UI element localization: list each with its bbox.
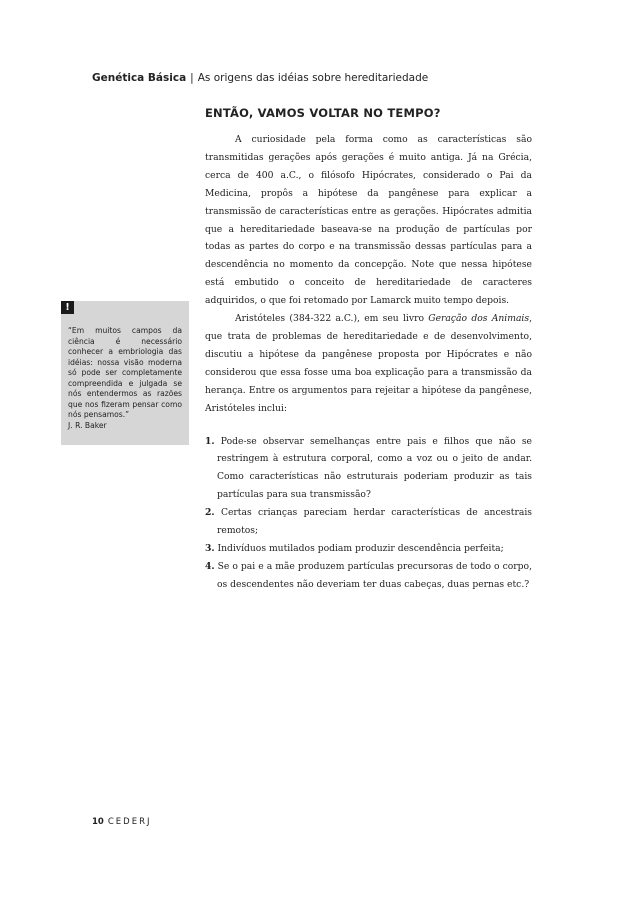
list-item-number: 4. — [205, 560, 215, 572]
section-title: ENTÃO, VAMOS VOLTAR NO TEMPO? — [205, 106, 441, 120]
list-item — [205, 540, 532, 558]
list-item-number: 2. — [205, 507, 215, 519]
book-reference: Geração dos Animais — [428, 313, 530, 325]
list-item — [205, 433, 532, 505]
sidebar-quote-author: J. R. Baker — [68, 421, 107, 430]
paragraph-1: A curiosidade pela forma como as características são transmitidas gerações após gerações é muito antiga. Já na Grécia, cerca de 400 a.C., o filósofo Hipócrates, considerado o Pai da Medicina, propôs a hipótese da pangênese para explicar a transmissão de características entre as gerações. Hipócrates admitia que a hereditariedade baseava-se na produção de partículas por todas as partes do corpo e na transmissão dessas partículas para a descendência no momento da concepção. Note que nessa hipótese está embutido o conceito de hereditariedade de caracteres adquiridos, o que foi retomado por Lamarck muito tempo depois. — [205, 134, 532, 307]
section-body — [205, 131, 532, 594]
sidebar-quote-text: “Em muitos campos da ciência é necessário conhecer a embriologia das idéias: nossa visão moderna só pode ser completamente compreendida e julgada se nós entendermos as razões que nos fizeram pensar como nós pensamos.” — [68, 326, 182, 419]
list-item-number: 1. — [205, 435, 215, 447]
paragraph-2-end: , que trata de problemas de hereditariedade e de desenvolvimento, discutiu a hipótese da pangênese proposta por Hipócrates e não considerou que essa fosse uma boa explicação para a transmissão da herança. Entre os argumentos para rejeitar a hipótese da pangênese, Aristóteles inclui: — [205, 313, 532, 414]
running-header — [92, 72, 428, 84]
list-item — [205, 558, 532, 594]
chapter-title: As origens das idéias sobre hereditariedade — [197, 72, 429, 84]
header-separator: | — [190, 72, 194, 84]
sidebar-quote-box — [61, 301, 189, 445]
list-item-text: Pode-se observar semelhanças entre pais e filhos que não se restringem à estrutura corporal, como a voz ou o jeito de andar. Como características não estruturais poderiam produzir as tais partículas para sua transmissão? — [217, 435, 532, 501]
institution-name: CEDERJ — [107, 817, 152, 827]
paragraph-2-start: Aristóteles (384-322 a.C.), em seu livro — [235, 313, 429, 325]
paragraph-2 — [205, 310, 532, 417]
list-item-number: 3. — [205, 542, 215, 554]
page-number: 10 — [92, 817, 104, 827]
list-item — [205, 504, 532, 540]
argument-list — [205, 433, 532, 594]
list-item-text: Indivíduos mutilados podiam produzir descendência perfeita; — [217, 542, 504, 554]
page-footer — [92, 817, 151, 827]
list-item-text: Certas crianças pareciam herdar características de ancestrais remotos; — [217, 507, 532, 537]
book-title: Genética Básica — [92, 72, 187, 84]
exclamation-icon: ! — [61, 301, 74, 314]
list-item-text: Se o pai e a mãe produzem partículas precursoras de todo o corpo, os descendentes não deveriam ter duas cabeças, duas pernas etc.? — [217, 560, 533, 590]
